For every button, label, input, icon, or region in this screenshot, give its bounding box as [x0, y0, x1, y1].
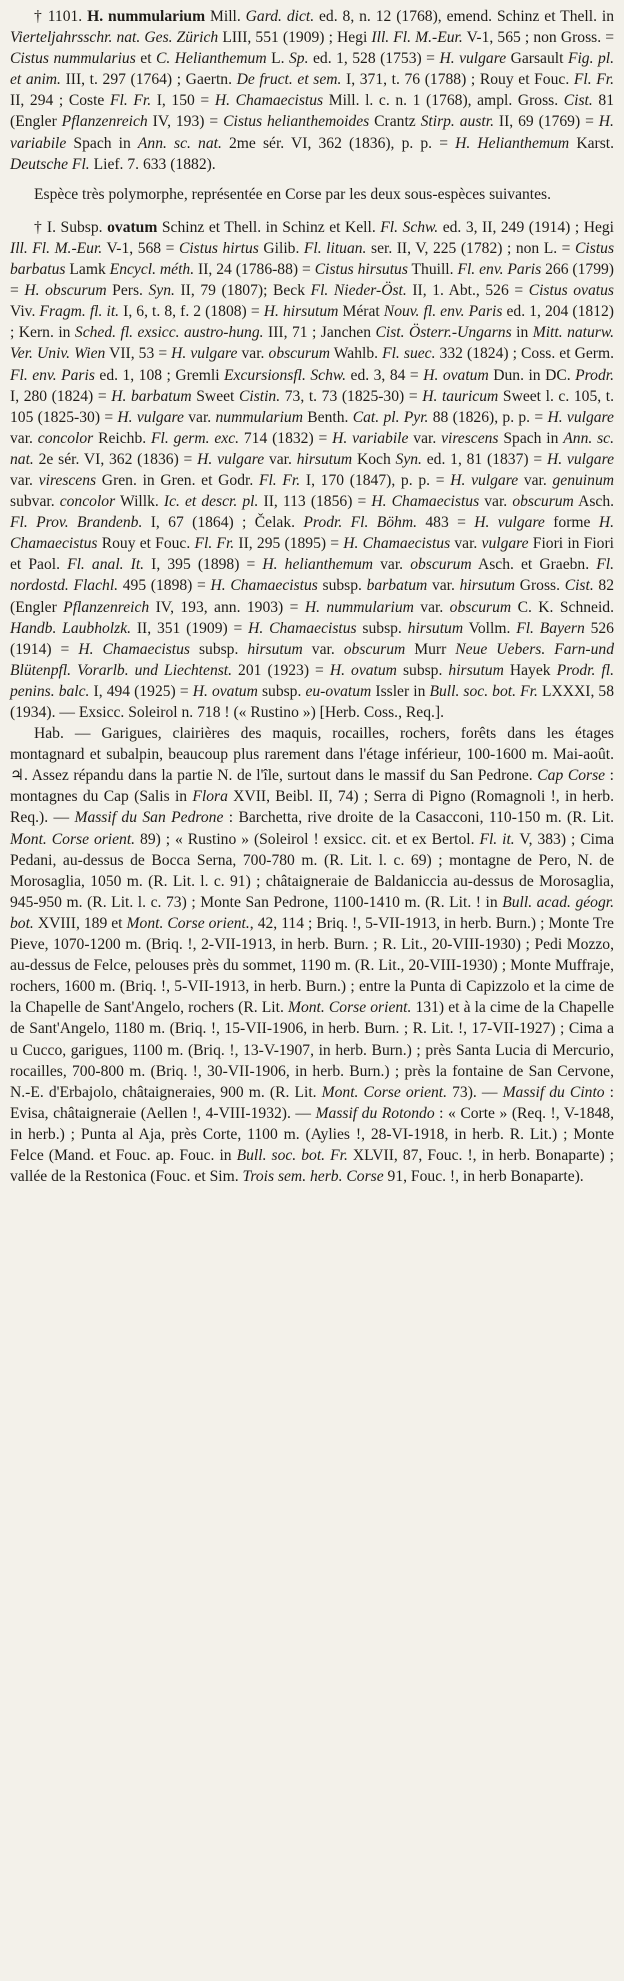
italic-text: eu-ovatum [305, 682, 372, 700]
italic-text: Fl. Fr. [109, 92, 152, 110]
italic-text: H. nummularium [304, 598, 414, 616]
italic-text: Cist. Österr.-Ungarns [375, 324, 512, 342]
text-run: Karst. [569, 134, 614, 152]
text-run: var. [373, 556, 411, 574]
text-run: ed. 8, n. 12 (1768), emend. Schinz et Thell. in [314, 8, 615, 25]
italic-text: H. variabile [10, 113, 614, 152]
text-run: Sweet l. c. 105, t. 105 (1825-30) = [10, 387, 614, 426]
italic-text: Massif du Cinto [502, 1083, 605, 1101]
italic-text: H. ovatum [192, 682, 258, 700]
text-run: forme [544, 514, 599, 532]
italic-text: Vierteljahrsschr. nat. Ges. Zürich [10, 29, 219, 47]
text-run: 2me sér. VI, 362 (1836), p. p. = [221, 134, 456, 152]
italic-text: Mont. Corse orient. [126, 914, 250, 932]
text-run: Garsault [506, 50, 568, 68]
text-run: I, 395 (1898) = [144, 556, 263, 574]
italic-text: H. hirsutum [263, 303, 339, 321]
italic-text: obscurum [512, 493, 574, 511]
italic-text: H. vulgare [117, 408, 184, 426]
italic-text: Bull. soc. bot. Fr. [429, 682, 538, 700]
italic-text: Sched. fl. exsicc. austro-hung. [74, 324, 264, 342]
text-run: Pers. [106, 282, 149, 300]
text-run: , 42, 114 ; Briq. !, 5-VII-1913, in herb. Burn.) ; Monte Tre Pieve, 1070-1200 m. (Briq. !, 2-VII-1913, in herb. Burn. ; R. Lit., 20-VIII-1930) ; Pedi Mozzo, au-dessus de Felce, pelouses près du sommet, 1190 m. (R. Lit., 20-VIII-1930) ; Monte Muffraje, rochers, 1600 m. (Briq. !, 5-VII-1913, in herb. Burn.) ; entre la Punta di Capizzolo et la cime de la Chapelle de Sant'Angelo, rochers (R. Lit. [10, 914, 614, 1017]
text-run: Lief. 7. 633 (1882). [89, 155, 216, 173]
italic-text: obscurum [343, 640, 406, 658]
italic-text: Fl. it. [479, 830, 515, 848]
text-run: I, 170 (1847), p. p. = [300, 471, 451, 489]
text-run: ed. 1, 528 (1753) = [308, 50, 440, 68]
text-run: var. [10, 471, 39, 489]
text-run: III, 71 ; Janchen [263, 324, 376, 342]
text-run: Gross. [515, 577, 565, 595]
bold-taxon-name: ovatum [107, 218, 158, 236]
text-run: Schinz et Thell. in Schinz et Kell. [157, 218, 381, 236]
italic-text: Prodr. fl. penins. balc. [10, 661, 614, 700]
italic-text: Cistin. [238, 387, 281, 405]
text-run: : montagnes du Cap (Salis in [10, 767, 614, 806]
italic-text: Mitt. naturw. Ver. Univ. Wien [10, 324, 614, 363]
italic-text: H. barbatum [111, 387, 192, 405]
text-run: Asch. [573, 493, 615, 511]
italic-text: Bull. acad. géogr. bot. [10, 893, 614, 932]
text-run: 82 (Engler [10, 577, 614, 616]
italic-text: hirsutum [448, 661, 504, 679]
italic-text: virescens [38, 471, 97, 489]
text-run: IV, 193, ann. 1903) = [149, 598, 305, 616]
text-run: I, 494 (1925) = [89, 682, 193, 700]
text-run: Issler in [371, 682, 430, 700]
text-run: : Barchetta, rive droite de la Casacconi, 110-150 m. (R. Lit. [223, 809, 614, 827]
italic-text: Fl. env. Paris [10, 366, 95, 384]
text-run: II, 351 (1909) = [131, 619, 249, 637]
text-run: 73, t. 73 (1825-30) = [280, 387, 423, 405]
text-run: Sweet [191, 387, 239, 405]
italic-text: Bull. soc. bot. Fr. [236, 1146, 348, 1164]
italic-text: hirsutum [407, 619, 464, 637]
text-run: C. K. Schneid. [511, 598, 614, 616]
habitat-paragraph [10, 723, 614, 1187]
italic-text: concolor [59, 493, 116, 511]
text-run: Crantz [369, 113, 421, 131]
text-run: var. [183, 408, 216, 426]
italic-text: H. Chamaecistus [248, 619, 357, 637]
italic-text: Fl. Fr. [258, 471, 301, 489]
italic-text: Ann. sc. nat. [10, 429, 615, 468]
italic-text: Encycl. méth. [109, 261, 195, 279]
italic-text: Cistus nummularius [10, 50, 136, 68]
text-run: Gilib. [258, 239, 304, 257]
italic-text: H. Chamaecistus [371, 493, 480, 511]
text-run: IV, 193) = [147, 113, 224, 131]
text-run: var. [408, 429, 442, 447]
text-run: 495 (1898) = [118, 577, 211, 595]
italic-text: H. Chamaecistus [10, 514, 614, 553]
italic-text: Mont. Corse orient. [10, 830, 136, 848]
italic-text: Fl. lituan. [303, 239, 367, 257]
text-run: II, 295 (1895) = [234, 535, 344, 553]
text-run: 2e sér. VI, 362 (1836) = [33, 450, 198, 468]
text-run: : Evisa, châtaigneraie (Aellen !, 4-VIII-1932). — [10, 1083, 614, 1122]
text-run: I, 150 = [151, 92, 215, 110]
text-run: Willk. [115, 493, 164, 511]
text-run: subsp. [356, 619, 408, 637]
italic-text: obscurum [268, 345, 331, 363]
text-run: 81 (Engler [10, 92, 614, 131]
text-run: 131) et à la cime de la Chapelle de Sant'Angelo, 1180 m. (Briq. !, 15-VII-1906, in herb. Burn. ; R. Lit. !, 17-VII-1927) ; Cima a u Cucco, garigues, 1100 m. (Briq. !, 13-V-1907, in herb. Burn.) ; près Santa Lucia di Mercurio, rocailles, 700-800 m. (Briq. !, 30-VII-1906, in herb. Burn.) ; près la fontaine de San Cervone, N.-E. d'Erbajolo, châtaigneraies, 900 m. (R. Lit. [10, 999, 614, 1101]
italic-text: Fl. Fr. [573, 71, 614, 89]
text-run: var. [302, 640, 344, 658]
text-run: subsp. [317, 577, 367, 595]
italic-text: Flora [192, 788, 228, 806]
italic-text: Gard. dict. [245, 8, 315, 25]
text-run: I, 280 (1824) = [10, 387, 112, 405]
text-run: I, 6, t. 8, f. 2 (1808) = [119, 303, 264, 321]
italic-text: Fl. env. Paris [457, 261, 542, 279]
text-run: var. [518, 471, 553, 489]
text-run: var. [450, 535, 482, 553]
text-run: 73). — [447, 1083, 503, 1101]
italic-text: Fragm. fl. it. [39, 303, 120, 321]
text-run: ed. 1, 81 (1837) = [421, 450, 547, 468]
italic-text: H. vulgare [439, 50, 507, 68]
species-entry-paragraph [10, 6, 614, 175]
italic-text: Trois sem. herb. Corse [242, 1168, 384, 1186]
italic-text: Deutsche Fl. [10, 155, 90, 173]
italic-text: Fl. germ. exc. [150, 429, 240, 447]
italic-text: barbatum [366, 577, 428, 595]
text-run: XLVII, 87, Fouc. !, in herb. Bonaparte) ; vallée de la Restonica (Fouc. et Sim. [10, 1146, 614, 1186]
italic-text: H. vulgare [547, 408, 614, 426]
italic-text: Cistus hirtus [178, 239, 259, 257]
italic-text: Cistus helianthemoides [223, 113, 370, 131]
text-run: var. [10, 429, 38, 447]
text-run: : « Corte » (Req. !, V-1848, in herb.) ; Punta al Aja, près Corte, 1100 m. (Aylies !, 28-VI-1918, in herb. R. Lit.) ; Monte Felce (Mand. et Fouc. ap. Fouc. in [10, 1104, 614, 1164]
text-run: XVIII, 189 et [33, 914, 127, 932]
spacer [10, 205, 614, 217]
italic-text: Ill. Fl. M.-Eur. [10, 239, 103, 257]
text-run: subsp. [189, 640, 248, 658]
italic-text: H. vulgare [546, 450, 614, 468]
italic-text: H. variabile [332, 429, 409, 447]
text-run: var. [264, 450, 297, 468]
text-run: Thuill. [407, 261, 458, 279]
italic-text: Handb. Laubholzk. [10, 619, 132, 637]
text-run: Fiori in Fiori et Paol. [10, 535, 614, 574]
italic-text: Stirp. austr. [420, 113, 494, 131]
italic-text: H. obscurum [24, 282, 107, 300]
italic-text: Cist. [564, 577, 594, 595]
text-run: ed. 1, 108 ; Gremli [94, 366, 225, 384]
italic-text: Prodr. [575, 366, 614, 384]
text-run: subsp. [257, 682, 306, 700]
italic-text: obscurum [410, 556, 472, 574]
italic-text: Neue Uebers. Farn-und Blütenpfl. Vorarlb. und Liechtenst. [10, 640, 614, 679]
text-run: Koch [352, 450, 396, 468]
text-run: Hayek [503, 661, 557, 679]
italic-text: H. tauricum [422, 387, 499, 405]
text-run: 332 (1824) ; Coss. et Germ. [435, 345, 615, 363]
text-run: ed. 3, II, 249 (1914) ; Hegi [438, 218, 615, 236]
text-run: subvar. [10, 493, 60, 511]
italic-text: Fl. nordostd. Flachl. [10, 556, 614, 595]
text-run: Asch. et Graebn. [471, 556, 597, 574]
italic-text: Fl. Schw. [380, 218, 439, 236]
text-run: 526 (1914) = [10, 619, 614, 658]
text-run: Mérat [338, 303, 384, 321]
text-run: LIII, 551 (1909) ; Hegi [218, 29, 372, 47]
text-run: II, 113 (1856) = [258, 493, 372, 511]
text-run: ed. 1, 204 (1812) ; Kern. in [10, 303, 614, 342]
italic-text: Mont. Corse orient. [321, 1083, 448, 1101]
text-run: Reichb. [93, 429, 151, 447]
italic-text: Cistus barbatus [10, 239, 615, 279]
italic-text: hirsutum [296, 450, 353, 468]
text-run: Lamk [65, 261, 110, 279]
italic-text: Massif du Rotondo [315, 1104, 435, 1122]
text-run: ed. 3, 84 = [346, 366, 424, 384]
italic-text: Fl. Bayern [516, 619, 585, 637]
italic-text: concolor [37, 429, 94, 447]
text-run: II, 69 (1769) = [493, 113, 599, 131]
species-note-paragraph [10, 184, 614, 205]
italic-text: H. ovatum [423, 366, 489, 384]
text-run: ser. II, V, 225 (1782) ; non L. = [366, 239, 576, 257]
italic-text: Fl. anal. It. [67, 556, 145, 574]
italic-text: hirsutum [247, 640, 303, 658]
text-run: 714 (1832) = [239, 429, 333, 447]
text-run: II, 79 (1807); Beck [174, 282, 311, 300]
italic-text: Ic. et descr. pl. [163, 493, 259, 511]
italic-text: H. Chamaecistus [78, 640, 190, 658]
text-run: 89) ; « Rustino » (Soleirol ! exsicc. cit. et ex Bertol. [135, 830, 480, 848]
text-run: var. [427, 577, 460, 595]
text-run: Viv. [10, 303, 40, 321]
subspecies-entry-paragraph [10, 217, 614, 723]
text-run: Benth. [302, 408, 353, 426]
italic-text: Fl. Fr. [194, 535, 235, 553]
text-run: var. [237, 345, 269, 363]
text-run: Wahlb. [330, 345, 383, 363]
text-run: var. [479, 493, 513, 511]
italic-text: Fl. Nieder-Öst. [310, 282, 407, 300]
text-run: V-1, 565 ; non Gross. = [462, 29, 614, 47]
italic-text: Ill. Fl. M.-Eur. [371, 29, 463, 47]
italic-text: genuinum [552, 471, 614, 489]
text-run: var. [413, 598, 450, 616]
text-run: subsp. [396, 661, 449, 679]
italic-text: nummularium [215, 408, 303, 426]
italic-text: hirsutum [459, 577, 516, 595]
bold-taxon-name: H. nummularium [87, 8, 206, 25]
text-run: I, 67 (1864) ; Čelak. [142, 514, 304, 532]
italic-text: H. Chamaecistus [343, 535, 451, 553]
italic-text: Cistus ovatus [528, 282, 614, 300]
text-run: V-1, 568 = [102, 239, 179, 257]
italic-text: H. vulgare [197, 450, 265, 468]
text-run: Murr [405, 640, 456, 658]
italic-text: Pflanzenreich [61, 113, 148, 131]
text-run: II, 294 ; Coste [10, 92, 110, 110]
text-run: III, t. 297 (1764) ; Gaertn. [60, 71, 237, 89]
italic-text: Cistus hirsutus [314, 261, 408, 279]
italic-text: H. Chamaecistus [214, 92, 324, 110]
italic-text: Excursionsfl. Schw. [224, 366, 347, 384]
italic-text: Fig. pl. et anim. [10, 50, 614, 89]
text-run: V, 383) ; Cima Pedani, au-dessus de Bocca Serna, 700-780 m. (R. Lit. l. c. 69) ; montagne de Pero, N. de Morosaglia, 1050 m. (R. Lit. l. c. 91) ; châtaigneraie de Baldaniccia au-dessus de Morosaglia, 945-950 m. (R. Lit. l. c. 73) ; Monte San Pedrone, 1100-1410 m. (R. Lit. ! in [10, 830, 615, 911]
italic-text: H. vulgare [171, 345, 238, 363]
text-run: Mill. l. c. n. 1 (1768), ampl. Gross. [323, 92, 564, 110]
text-run: VII, 53 = [105, 345, 172, 363]
italic-text: Ann. sc. nat. [137, 134, 222, 152]
italic-text: Cist. [563, 92, 593, 110]
text-run: II, 24 (1786-88) = [194, 261, 315, 279]
italic-text: H. Chamaecistus [210, 577, 318, 595]
italic-text: De fruct. et sem. [236, 71, 342, 89]
italic-text: Prodr. Fl. Böhm. [303, 514, 417, 532]
text-run: Vollm. [463, 619, 517, 637]
text-run: et [135, 50, 157, 68]
text-run: Hab. — Garigues, clairières des maquis, rocailles, rochers, forêts dans les étages montagnard et subalpin, beaucoup plus rarement dans l'étage inférieur, 100-1600 m. Mai-août. ♃. Assez répandu dans la partie N. de l'île, surtout dans le massif du San Pedrone. [10, 725, 614, 785]
italic-text: virescens [441, 429, 499, 447]
text-run: I, 371, t. 76 (1788) ; Rouy et Fouc. [341, 71, 574, 89]
text-run: † I. Subsp. [34, 218, 108, 236]
italic-text: H. Helianthemum [455, 134, 570, 152]
text-run: 483 = [417, 514, 475, 532]
text-run: Spach in [498, 429, 564, 447]
text-run: 91, Fouc. !, in herb Bonaparte). [383, 1168, 584, 1186]
text-run: Dun. in DC. [488, 366, 576, 384]
italic-text: H. vulgare [450, 471, 519, 489]
spacer [10, 175, 614, 184]
text-run: † 1101. [34, 8, 88, 25]
text-run: Rouy et Fouc. [97, 535, 195, 553]
italic-text: Syn. [148, 282, 175, 300]
italic-text: Fl. suec. [382, 345, 436, 363]
italic-text: obscurum [449, 598, 512, 616]
text-run: XVII, Beibl. II, 74) ; Serra di Pigno (Romagnoli !, in herb. Req.). — [10, 788, 614, 827]
text-run: 201 (1923) = [232, 661, 330, 679]
italic-text: H. helianthemum [262, 556, 374, 574]
italic-text: C. Helianthemum [156, 50, 267, 68]
italic-text: Sp. [289, 50, 309, 68]
text-run: 266 (1799) = [10, 261, 614, 300]
text-run: Gren. in Gren. et Godr. [96, 471, 259, 489]
text-run: 88 (1826), p. p. = [428, 408, 548, 426]
italic-text: H. ovatum [329, 661, 397, 679]
text-run: II, 1. Abt., 526 = [406, 282, 529, 300]
italic-text: Fl. Prov. Brandenb. [10, 514, 143, 532]
italic-text: Syn. [395, 450, 422, 468]
text-run: Spach in [66, 134, 138, 152]
italic-text: Cap Corse [537, 767, 606, 785]
italic-text: Mont. Corse orient. [287, 999, 412, 1017]
italic-text: vulgare [481, 535, 529, 553]
italic-text: Massif du San Pedrone [74, 809, 224, 827]
text-run: Mill. [205, 8, 246, 25]
italic-text: Pflanzenreich [63, 598, 150, 616]
italic-text: H. vulgare [474, 514, 545, 532]
text-run: Espèce très polymorphe, représentée en Corse par les deux sous-espèces suivantes. [34, 185, 552, 203]
italic-text: Cat. pl. Pyr. [352, 408, 429, 426]
text-run: in [511, 324, 533, 342]
text-run: LXXXI, 58 (1934). — Exsicc. Soleirol n. 718 ! (« Rustino ») [Herb. Coss., Req.]. [10, 682, 615, 721]
text-run: L. [266, 50, 289, 68]
italic-text: Nouv. fl. env. Paris [383, 303, 503, 321]
